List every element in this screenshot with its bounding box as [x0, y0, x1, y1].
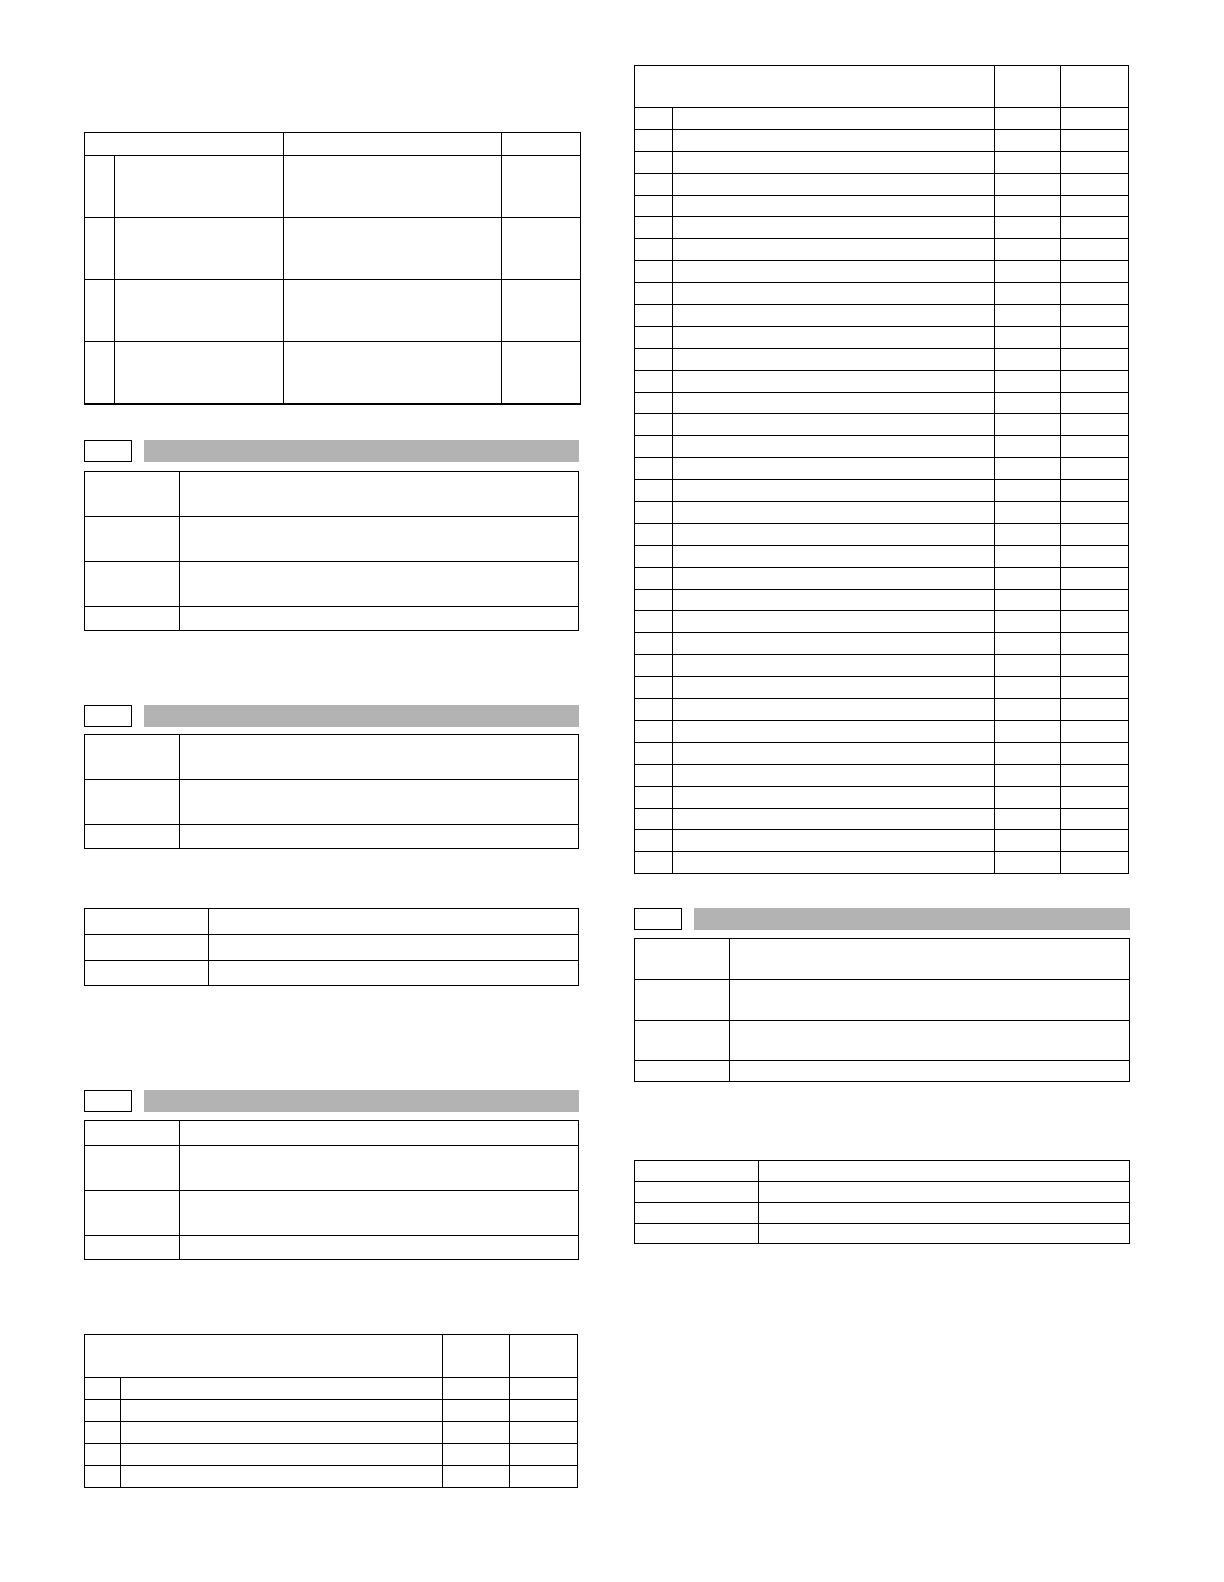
- section-a-table: [84, 471, 579, 631]
- table-row: [85, 1191, 579, 1236]
- section-b-table: [84, 734, 579, 849]
- table-row: [635, 1224, 1130, 1244]
- table-header-row: [85, 133, 581, 156]
- table-row: [635, 305, 1129, 327]
- table-row: [635, 1182, 1130, 1203]
- table-row: [85, 156, 581, 218]
- small-table-2: [634, 1160, 1130, 1244]
- section-c-header: [84, 1090, 579, 1114]
- table-row: [635, 720, 1129, 742]
- section-a-code: [84, 440, 132, 462]
- table-row: [85, 280, 581, 342]
- section-a-header: [84, 440, 579, 464]
- table-header-row: [635, 66, 1129, 108]
- table-row: [85, 1466, 578, 1488]
- header-cell: [284, 133, 501, 156]
- table-row: [635, 502, 1129, 524]
- table-row: [635, 392, 1129, 414]
- header-cell: [501, 133, 580, 156]
- top-table: [84, 132, 581, 405]
- table-row: [635, 458, 1129, 480]
- table-row: [85, 607, 579, 631]
- table-row: [635, 589, 1129, 611]
- table-row: [635, 261, 1129, 283]
- table-header-row: [85, 1335, 578, 1378]
- table-row: [85, 961, 579, 986]
- table-row: [635, 326, 1129, 348]
- table-row: [635, 173, 1129, 195]
- table-row: [635, 764, 1129, 786]
- table-row: [85, 562, 579, 607]
- table-row: [635, 436, 1129, 458]
- table-row: [85, 825, 579, 849]
- table-row: [85, 1444, 578, 1466]
- header-cell: [85, 133, 284, 156]
- table-row: [85, 1422, 578, 1444]
- section-d-title-bar: [694, 908, 1130, 930]
- table-row: [85, 935, 579, 961]
- section-d-code: [634, 908, 682, 930]
- table-row: [635, 545, 1129, 567]
- bottom-table: [84, 1334, 578, 1488]
- table-row: [85, 517, 579, 562]
- table-row: [635, 1161, 1130, 1182]
- section-a-title-bar: [144, 440, 579, 462]
- table-row: [85, 735, 579, 780]
- table-row: [635, 980, 1130, 1021]
- table-row: [85, 472, 579, 517]
- table-row: [85, 1400, 578, 1422]
- table-row: [635, 677, 1129, 699]
- long-table: [634, 65, 1129, 874]
- table-row: [635, 1061, 1130, 1082]
- table-row: [635, 939, 1130, 980]
- table-row: [635, 239, 1129, 261]
- table-row: [635, 283, 1129, 305]
- table-row: [635, 523, 1129, 545]
- table-row: [85, 342, 581, 404]
- section-b-title-bar: [144, 705, 579, 727]
- table-row: [635, 742, 1129, 764]
- small-table-1: [84, 908, 579, 986]
- table-row: [85, 1121, 579, 1146]
- table-row: [635, 151, 1129, 173]
- section-d-header: [634, 908, 1130, 932]
- section-c-table: [84, 1120, 579, 1260]
- table-row: [635, 480, 1129, 502]
- table-row: [635, 567, 1129, 589]
- table-row: [635, 414, 1129, 436]
- table-row: [635, 633, 1129, 655]
- section-c-title-bar: [144, 1090, 579, 1112]
- table-row: [635, 217, 1129, 239]
- table-row: [635, 108, 1129, 130]
- table-row: [635, 655, 1129, 677]
- table-row: [85, 1146, 579, 1191]
- table-row: [635, 611, 1129, 633]
- table-row: [85, 1378, 578, 1400]
- table-row: [635, 370, 1129, 392]
- table-row: [85, 218, 581, 280]
- table-row: [85, 909, 579, 935]
- table-row: [635, 1203, 1130, 1224]
- section-b-header: [84, 705, 579, 729]
- table-row: [635, 195, 1129, 217]
- table-row: [635, 830, 1129, 852]
- table-row: [635, 348, 1129, 370]
- table-row: [635, 1021, 1130, 1061]
- table-row: [85, 780, 579, 825]
- table-row: [85, 1236, 579, 1260]
- table-row: [635, 852, 1129, 874]
- section-d-table: [634, 938, 1130, 1082]
- section-b-code: [84, 705, 132, 727]
- section-c-code: [84, 1090, 132, 1112]
- table-row: [635, 808, 1129, 830]
- table-row: [635, 786, 1129, 808]
- table-row: [635, 699, 1129, 721]
- table-row: [635, 129, 1129, 151]
